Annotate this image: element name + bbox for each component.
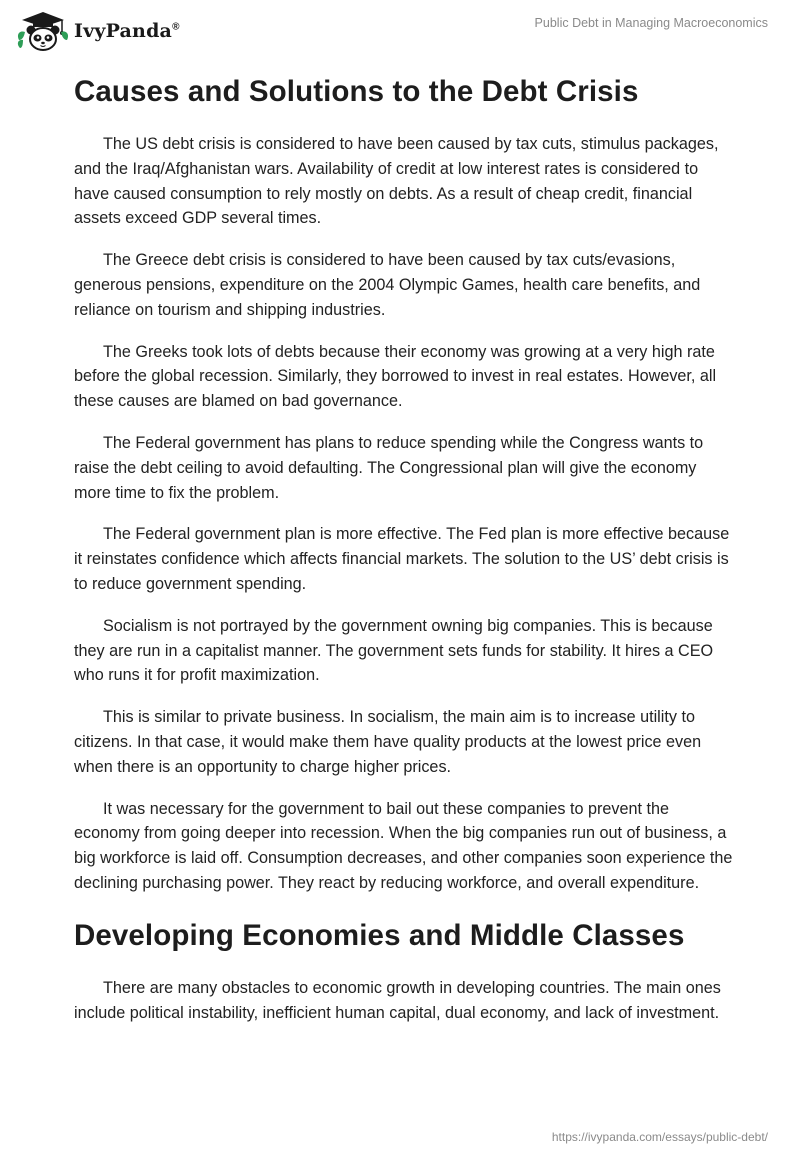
paragraph: The Federal government plan is more effective. The Fed plan is more effective because it reinstates confidence which affects financial markets. The solution to the US’ debt crisis is to reduce government spending.	[74, 525, 730, 593]
page-header	[0, 0, 800, 60]
paragraph: The Greeks took lots of debts because their economy was growing at a very high rate before the global recession. Similarly, they borrowed to invest in real estates. However, all these causes are blamed on bad governance.	[74, 342, 717, 411]
paragraph: The US debt crisis is considered to have been caused by tax cuts, stimulus packages, and the Iraq/Afghanistan wars. Availability of credit at low interest rates is considered to have caused consumption to rely mostly on debts. As a result of cheap credit, financial assets exceed GDP several times.	[74, 135, 719, 228]
paragraph: There are many obstacles to economic growth in developing countries. The main ones include political instability, inefficient human capital, dual economy, and lack of investment.	[74, 978, 721, 1022]
section-heading: Causes and Solutions to the Debt Crisis	[74, 75, 639, 108]
document-title: Public Debt in Managing Macroeconomics	[534, 16, 768, 30]
paragraph: Socialism is not portrayed by the government owning big companies. This is because they are run in a capitalist manner. The government sets funds for stability. It hires a CEO who runs it for profit maximization.	[74, 616, 714, 685]
essay-content	[74, 72, 734, 1042]
paragraph: This is similar to private business. In socialism, the main aim is to increase utility to citizens. In that case, it would make them have quality products at the lowest price even when there is an opportunity to charge higher prices.	[74, 708, 702, 776]
source-url-link[interactable]: https://ivypanda.com/essays/public-debt/	[551, 1130, 768, 1144]
paragraph: It was necessary for the government to bail out these companies to prevent the economy from going deeper into recession. When the big companies run out of business, a big workforce is laid off. Consumption decreases, and other companies soon experience the declining purchasing power. They react by reducing workforce, and overall expenditure.	[74, 799, 733, 892]
paragraph: The Federal government has plans to reduce spending while the Congress wants to raise the debt ceiling to avoid defaulting. The Congressional plan will give the economy more time to fix the problem.	[74, 433, 704, 502]
paragraph: The Greece debt crisis is considered to have been caused by tax cuts/evasions, generous pensions, expenditure on the 2004 Olympic Games, health care benefits, and reliance on tourism and shipping industries.	[74, 251, 701, 319]
brand-name: IvyPanda®	[74, 20, 180, 42]
panda-graduate-icon	[14, 10, 72, 52]
section-heading: Developing Economies and Middle Classes	[74, 918, 685, 952]
ivypanda-logo[interactable]	[14, 10, 180, 52]
